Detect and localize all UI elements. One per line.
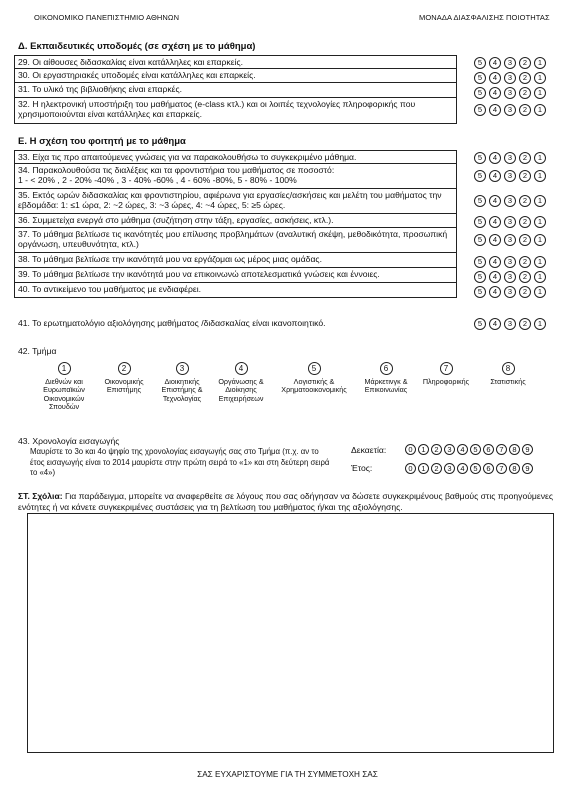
rating-3[interactable]: 3 xyxy=(504,234,516,246)
question-32: 32. Η ηλεκτρονική υποστήριξη του μαθήματος (e-class κτλ.) και οι λοιπές τεχνολογίες πληροφορικής που χρησιμοποιούνται είναι κατάλληλες και επαρκείς. xyxy=(14,98,457,124)
comments-hint: Για παράδειγμα, μπορείτε να αναφερθείτε σε λόγους που σας οδήγησαν να δώσετε συγκεκριμένους βαθμούς στις προηγούμενες ενότητες ή να κάνετε συγκεκριμένες συστάσεις για τη βελτίωση του μαθήματος ή/και της αξιολόγησης. xyxy=(18,491,553,512)
comments-instructions xyxy=(18,491,558,513)
rating-2[interactable]: 2 xyxy=(519,256,531,268)
rating-1[interactable]: 1 xyxy=(534,72,546,84)
department-label: Μάρκετινγκ & Επικοινωνίας xyxy=(364,377,408,395)
rating-scale-33[interactable] xyxy=(474,152,546,164)
year-digit-6[interactable]: 6 xyxy=(483,463,494,474)
rating-scale-29[interactable] xyxy=(474,57,546,69)
question-43-instructions: Μαυρίστε το 3ο και 4ο ψηφίο της χρονολογίας εισαγωγής σας στο Τμήμα (π.χ. αν το έτος εισαγωγής είναι το 2014 μαυρίστε στην πρώτη σειρά το «1» και στη δεύτερη σειρά το «4») xyxy=(30,447,330,477)
rating-4[interactable]: 4 xyxy=(489,87,501,99)
section-e-title: Ε. Η σχέση του φοιτητή με το μάθημα xyxy=(18,136,186,147)
rating-2[interactable]: 2 xyxy=(519,271,531,283)
rating-3[interactable]: 3 xyxy=(504,87,516,99)
department-label: Διεθνών και Ευρωπαϊκών Οικονομικών Σπουδών xyxy=(43,377,85,412)
department-option-4[interactable] xyxy=(212,362,270,403)
rating-2[interactable]: 2 xyxy=(519,104,531,116)
question-39: 39. Το μάθημα βελτίωσε την ικανότητά μου να επικοινωνώ αποτελεσματικά γνώσεις και έννοιες. xyxy=(14,268,457,283)
rating-2[interactable]: 2 xyxy=(519,286,531,298)
department-radio[interactable]: 8 xyxy=(502,362,515,375)
rating-scale-31[interactable] xyxy=(474,87,546,99)
year-label: Έτος: xyxy=(351,463,373,473)
section-d-title: Δ. Εκπαιδευτικές υποδομές (σε σχέση με το μάθημα) xyxy=(18,41,256,52)
question-38: 38. Το μάθημα βελτίωσε την ικανότητά μου να εργάζομαι ως μέρος μιας ομάδας. xyxy=(14,253,457,268)
department-option-3[interactable] xyxy=(155,362,209,403)
thank-you-footer: ΣΑΣ ΕΥΧΑΡΙΣΤΟΥΜΕ ΓΙΑ ΤΗ ΣΥΜΜΕΤΟΧΗ ΣΑΣ xyxy=(197,770,378,779)
rating-1[interactable]: 1 xyxy=(534,318,546,330)
comments-textarea[interactable] xyxy=(27,513,554,753)
rating-5[interactable]: 5 xyxy=(474,72,486,84)
rating-1[interactable]: 1 xyxy=(534,87,546,99)
decade-digit-4[interactable]: 4 xyxy=(457,444,468,455)
rating-1[interactable]: 1 xyxy=(534,104,546,116)
question-34-scale-key: 1 - < 20% , 2 - 20% -40% , 3 - 40% -60% , 4 - 60% -80%, 5 - 80% - 100% xyxy=(18,175,297,186)
quality-unit-name: ΜΟΝΑΔΑ ΔΙΑΣΦΑΛΙΣΗΣ ΠΟΙΟΤΗΤΑΣ xyxy=(419,13,550,22)
decade-digit-6[interactable]: 6 xyxy=(483,444,494,455)
department-radio[interactable]: 6 xyxy=(380,362,393,375)
rating-4[interactable]: 4 xyxy=(489,170,501,182)
rating-2[interactable]: 2 xyxy=(519,72,531,84)
question-34 xyxy=(14,164,457,189)
rating-5[interactable]: 5 xyxy=(474,216,486,228)
rating-scale-39[interactable] xyxy=(474,271,546,283)
rating-scale-36[interactable] xyxy=(474,216,546,228)
rating-3[interactable]: 3 xyxy=(504,286,516,298)
rating-3[interactable]: 3 xyxy=(504,216,516,228)
year-digit-1[interactable]: 1 xyxy=(418,463,429,474)
rating-2[interactable]: 2 xyxy=(519,195,531,207)
question-34-text: 34. Παρακολουθούσα τις διαλέξεις και τα φροντιστήρια του μαθήματος σε ποσοστό: xyxy=(18,165,335,175)
rating-5[interactable]: 5 xyxy=(474,318,486,330)
question-41: 41. Το ερωτηματολόγιο αξιολόγησης μαθήματος /διδασκαλίας είναι ικανοποιητικό. xyxy=(18,318,326,328)
rating-3[interactable]: 3 xyxy=(504,104,516,116)
department-label: Στατιστικής xyxy=(490,377,526,386)
department-option-8[interactable] xyxy=(479,362,537,386)
rating-scale-40[interactable] xyxy=(474,286,546,298)
rating-scale-38[interactable] xyxy=(474,256,546,268)
department-radio[interactable]: 7 xyxy=(440,362,453,375)
department-label: Οργάνωσης & Διοίκησης Επιχειρήσεων xyxy=(218,377,264,403)
year-digit-4[interactable]: 4 xyxy=(457,463,468,474)
department-option-7[interactable] xyxy=(416,362,476,386)
decade-digit-2[interactable]: 2 xyxy=(431,444,442,455)
department-label: Πληροφορικής xyxy=(422,377,470,386)
rating-4[interactable]: 4 xyxy=(489,286,501,298)
rating-3[interactable]: 3 xyxy=(504,195,516,207)
rating-1[interactable]: 1 xyxy=(534,234,546,246)
decade-digit-8[interactable]: 8 xyxy=(509,444,520,455)
department-radio[interactable]: 3 xyxy=(176,362,189,375)
rating-4[interactable]: 4 xyxy=(489,271,501,283)
rating-2[interactable]: 2 xyxy=(519,234,531,246)
question-35: 35. Εκτός ωρών διδασκαλίας και φροντιστηρίου, αφιέρωνα για εργασίες/ασκήσεις και μελέτη του μαθήματος την εβδομάδα: 1: ≤1 ώρα, 2: ~2 ώρες, 3: ~3 ώρες, 4: ~4 ώρες, 5: ≥5 ώρες. xyxy=(14,189,457,214)
decade-digit-options[interactable] xyxy=(405,444,533,455)
decade-digit-7[interactable]: 7 xyxy=(496,444,507,455)
rating-4[interactable]: 4 xyxy=(489,195,501,207)
rating-5[interactable]: 5 xyxy=(474,87,486,99)
decade-label: Δεκαετία: xyxy=(351,445,387,455)
department-label: Λογιστικής & Χρηματοοικονομικής xyxy=(281,377,347,395)
decade-digit-0[interactable]: 0 xyxy=(405,444,416,455)
comments-label: ΣΤ. Σχόλια: xyxy=(18,491,63,501)
rating-1[interactable]: 1 xyxy=(534,57,546,69)
year-digit-5[interactable]: 5 xyxy=(470,463,481,474)
rating-1[interactable]: 1 xyxy=(534,170,546,182)
question-31: 31. Το υλικό της βιβλιοθήκης είναι επαρκές. xyxy=(14,83,457,98)
rating-4[interactable]: 4 xyxy=(489,256,501,268)
decade-digit-9[interactable]: 9 xyxy=(522,444,533,455)
rating-1[interactable]: 1 xyxy=(534,216,546,228)
rating-3[interactable]: 3 xyxy=(504,170,516,182)
department-label: Διοικητικής Επιστήμης & Τεχνολογίας xyxy=(161,377,203,403)
department-radio[interactable]: 1 xyxy=(58,362,71,375)
decade-digit-1[interactable]: 1 xyxy=(418,444,429,455)
year-digit-3[interactable]: 3 xyxy=(444,463,455,474)
rating-3[interactable]: 3 xyxy=(504,271,516,283)
department-radio[interactable]: 4 xyxy=(235,362,248,375)
rating-4[interactable]: 4 xyxy=(489,216,501,228)
rating-4[interactable]: 4 xyxy=(489,318,501,330)
rating-5[interactable]: 5 xyxy=(474,170,486,182)
department-label: Οικονομικής Επιστήμης xyxy=(104,377,144,395)
rating-2[interactable]: 2 xyxy=(519,57,531,69)
decade-digit-3[interactable]: 3 xyxy=(444,444,455,455)
department-option-2[interactable] xyxy=(96,362,152,395)
rating-5[interactable]: 5 xyxy=(474,271,486,283)
year-digit-9[interactable]: 9 xyxy=(522,463,533,474)
rating-5[interactable]: 5 xyxy=(474,195,486,207)
rating-5[interactable]: 5 xyxy=(474,256,486,268)
rating-scale-32[interactable] xyxy=(474,104,546,116)
rating-2[interactable]: 2 xyxy=(519,318,531,330)
university-name: ΟΙΚΟΝΟΜΙΚΟ ΠΑΝΕΠΙΣΤΗΜΙΟ ΑΘΗΝΩΝ xyxy=(34,13,180,22)
rating-5[interactable]: 5 xyxy=(474,57,486,69)
rating-2[interactable]: 2 xyxy=(519,216,531,228)
rating-3[interactable]: 3 xyxy=(504,152,516,164)
question-43-title: 43. Χρονολογία εισαγωγής xyxy=(18,436,120,446)
rating-4[interactable]: 4 xyxy=(489,72,501,84)
rating-scale-37[interactable] xyxy=(474,234,546,246)
rating-5[interactable]: 5 xyxy=(474,152,486,164)
rating-4[interactable]: 4 xyxy=(489,152,501,164)
department-option-5[interactable] xyxy=(272,362,356,395)
rating-scale-41[interactable] xyxy=(474,318,546,330)
rating-4[interactable]: 4 xyxy=(489,57,501,69)
rating-3[interactable]: 3 xyxy=(504,256,516,268)
year-digit-options[interactable] xyxy=(405,463,533,474)
year-digit-7[interactable]: 7 xyxy=(496,463,507,474)
question-40: 40. Το αντικείμενο του μαθήματος με ενδιαφέρει. xyxy=(14,283,457,298)
rating-1[interactable]: 1 xyxy=(534,256,546,268)
rating-1[interactable]: 1 xyxy=(534,195,546,207)
rating-scale-30[interactable] xyxy=(474,72,546,84)
question-36: 36. Συμμετείχα ενεργά στο μάθημα (συζήτηση στην τάξη, εργασίες, ασκήσεις, κτλ.). xyxy=(14,214,457,228)
rating-4[interactable]: 4 xyxy=(489,234,501,246)
rating-scale-34[interactable] xyxy=(474,170,546,182)
rating-5[interactable]: 5 xyxy=(474,104,486,116)
rating-1[interactable]: 1 xyxy=(534,152,546,164)
rating-2[interactable]: 2 xyxy=(519,87,531,99)
question-33: 33. Είχα τις προ απαιτούμενες γνώσεις για να παρακολουθήσω το συγκεκριμένο μάθημα. xyxy=(14,150,457,164)
rating-2[interactable]: 2 xyxy=(519,152,531,164)
department-radio[interactable]: 2 xyxy=(118,362,131,375)
year-digit-2[interactable]: 2 xyxy=(431,463,442,474)
rating-1[interactable]: 1 xyxy=(534,286,546,298)
year-digit-0[interactable]: 0 xyxy=(405,463,416,474)
rating-3[interactable]: 3 xyxy=(504,318,516,330)
department-option-6[interactable] xyxy=(358,362,414,395)
rating-1[interactable]: 1 xyxy=(534,271,546,283)
question-29: 29. Οι αίθουσες διδασκαλίας είναι κατάλληλες και επαρκείς. xyxy=(14,55,457,69)
question-42-title: 42. Τμήμα xyxy=(18,346,57,356)
rating-4[interactable]: 4 xyxy=(489,104,501,116)
department-option-1[interactable] xyxy=(34,362,94,412)
rating-5[interactable]: 5 xyxy=(474,234,486,246)
rating-3[interactable]: 3 xyxy=(504,57,516,69)
rating-2[interactable]: 2 xyxy=(519,170,531,182)
question-30: 30. Οι εργαστηριακές υποδομές είναι κατάλληλες και επαρκείς. xyxy=(14,69,457,83)
rating-5[interactable]: 5 xyxy=(474,286,486,298)
rating-scale-35[interactable] xyxy=(474,195,546,207)
question-37: 37. Το μάθημα βελτίωσε τις ικανότητές μου επίλυσης προβλημάτων (αναλυτική σκέψη, μεθοδικότητα, προσωπική οργάνωση, υπευθυνότητα, κτλ.) xyxy=(14,228,457,253)
decade-digit-5[interactable]: 5 xyxy=(470,444,481,455)
department-radio[interactable]: 5 xyxy=(308,362,321,375)
year-digit-8[interactable]: 8 xyxy=(509,463,520,474)
rating-3[interactable]: 3 xyxy=(504,72,516,84)
